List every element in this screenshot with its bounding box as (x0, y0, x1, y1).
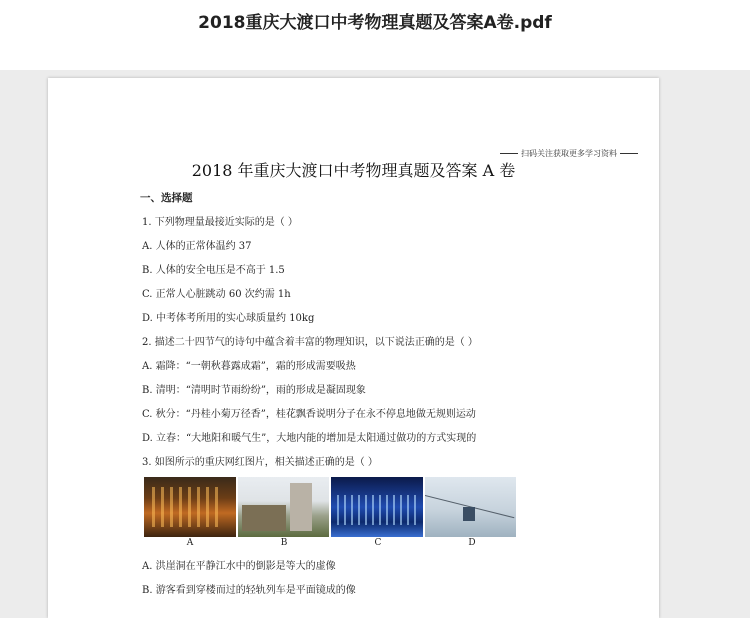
option-1b: B. 人体的安全电压是不高于 1.5 (142, 265, 285, 276)
document-title: 2018重庆大渡口中考物理真题及答案A卷.pdf (198, 13, 552, 33)
question-2: 2. 描述二十四节气的诗句中蕴含着丰富的物理知识，以下说法正确的是（ ） (142, 337, 478, 348)
photo-night-bridge (331, 477, 423, 537)
option-2b: B. 清明：“清明时节雨纷纷”，雨的形成是凝固现象 (142, 385, 366, 396)
option-3a: A. 洪崖洞在平静江水中的倒影是等大的虚像 (142, 561, 336, 572)
photo-cable-car (425, 477, 517, 537)
option-1c: C. 正常人心脏跳动 60 次约需 1h (142, 289, 291, 300)
viewer-header (0, 0, 750, 70)
rule-right (620, 153, 638, 154)
option-3b: B. 游客看到穿楼而过的轻轨列车是平面镜成的像 (142, 585, 356, 596)
option-1d: D. 中考体考所用的实心球质量约 10kg (142, 313, 315, 324)
photo-label-d: D (468, 538, 476, 548)
option-1a: A. 人体的正常体温约 37 (142, 241, 252, 252)
photo-row (144, 477, 516, 537)
option-2c: C. 秋分：“丹桂小菊万径香”，桂花飘香说明分子在永不停息地做无规则运动 (142, 409, 476, 420)
photo-label-a: A (186, 538, 194, 548)
question-3: 3. 如图所示的重庆网红图片，相关描述正确的是（ ） (142, 457, 378, 468)
option-2a: A. 霜降：“一朝秋暮露成霜”，霜的形成需要吸热 (142, 361, 356, 372)
photo-hongyadong (144, 477, 236, 537)
rule-left (500, 153, 518, 154)
photo-light-rail (238, 477, 330, 537)
exam-title: 2018 年重庆大渡口中考物理真题及答案 A 卷 (191, 161, 516, 180)
option-2d: D. 立春：“大地阳和暖气生”，大地内能的增加是太阳通过做功的方式实现的 (142, 433, 477, 444)
question-1: 1. 下列物理量最接近实际的是（ ） (142, 217, 298, 228)
photo-label-b: B (280, 538, 288, 548)
pdf-page (48, 78, 659, 618)
photo-label-c: C (374, 538, 382, 548)
section-heading: 一、选择题 (140, 192, 193, 204)
scan-note-text: 扫码关注获取更多学习资料 (521, 149, 617, 158)
